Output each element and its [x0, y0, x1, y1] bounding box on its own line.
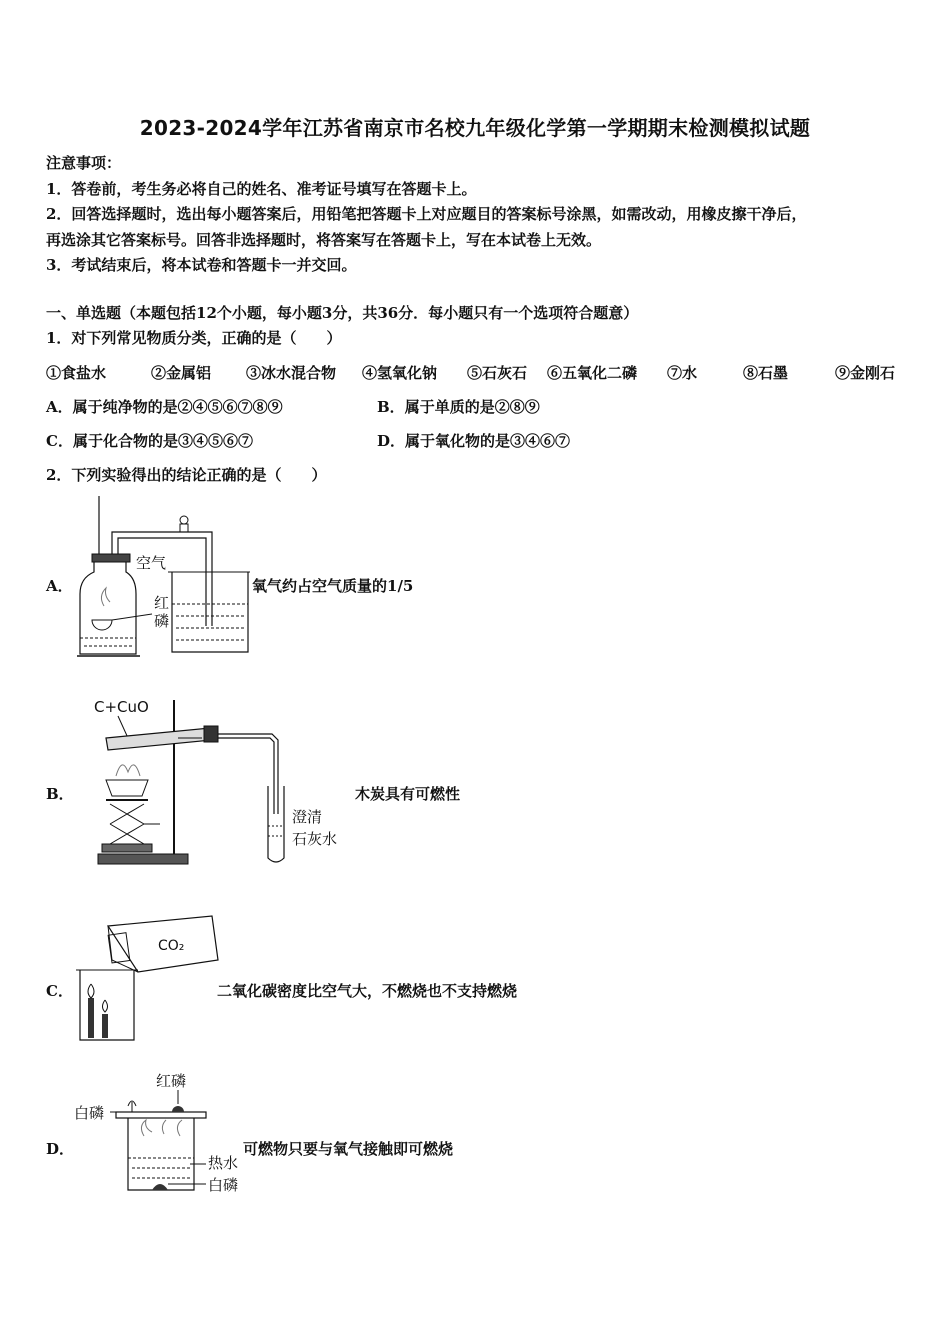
- notice-item-2: 2．回答选择题时，选出每小题答案后，用铅笔把答题卡上对应题目的答案标号涂黑，如需改动，用橡皮擦干净后，: [46, 205, 807, 223]
- notice-item-2-cont: 再选涂其它答案标号。回答非选择题时，将答案写在答题卡上，写在本试卷上无效。: [46, 231, 602, 249]
- q2-option-a-label[interactable]: A．: [46, 577, 73, 595]
- q1-option-b-label: B．: [377, 398, 405, 416]
- notice-item-1: 1．答卷前，考生务必将自己的姓名、准考证号填写在答题卡上。: [46, 180, 477, 198]
- q1-option-a[interactable]: [46, 396, 283, 417]
- q2-option-b-text: 木炭具有可燃性: [355, 785, 461, 803]
- q1-substance-2: ②金属铝: [151, 364, 212, 382]
- q2-option-d-label[interactable]: D．: [46, 1140, 75, 1158]
- q1-option-d-label: D．: [377, 432, 406, 450]
- q1-option-b[interactable]: [377, 396, 540, 417]
- label-red-1: 红: [154, 594, 170, 612]
- q1-option-a-label: A．: [46, 398, 73, 416]
- q1-option-c-text: 属于化合物的是③④⑤⑥⑦: [72, 432, 253, 450]
- q2-option-c-label[interactable]: C．: [46, 982, 73, 1000]
- figure-carbon-cuo-experiment: [92, 694, 354, 866]
- q1-option-d[interactable]: [377, 430, 570, 451]
- q1-option-a-text: 属于纯净物的是②④⑤⑥⑦⑧⑨: [72, 398, 283, 416]
- label-white-phosphorus-bottom: 白磷: [208, 1176, 239, 1194]
- label-limewater: 石灰水: [292, 830, 338, 848]
- label-hot-water: 热水: [208, 1154, 239, 1172]
- label-c-cuo: C+CuO: [94, 698, 149, 716]
- q2-stem: 2．下列实验得出的结论正确的是（ ）: [46, 466, 327, 484]
- figure-phosphorus-air-experiment: [72, 496, 252, 662]
- q1-option-c[interactable]: [46, 430, 253, 451]
- q1-substance-5: ⑤石灰石: [467, 364, 528, 382]
- co2-candle-apparatus: [72, 914, 222, 1044]
- label-red-2: 磷: [154, 612, 170, 630]
- q1-substance-6: ⑥五氧化二磷: [547, 364, 638, 382]
- q1-stem: 1．对下列常见物质分类，正确的是（ ）: [46, 329, 342, 347]
- label-white-phosphorus-top: 白磷: [74, 1104, 105, 1122]
- figure-co2-candles: [72, 914, 222, 1044]
- q1-substance-4: ④氢氧化钠: [362, 364, 438, 382]
- notice-heading: 注意事项：: [46, 154, 122, 172]
- label-clear: 澄清: [292, 808, 323, 826]
- q1-option-c-label: C．: [46, 432, 73, 450]
- label-red-phosphorus: 红磷: [156, 1072, 187, 1090]
- label-air: 空气: [136, 554, 167, 572]
- label-co2: CO₂: [158, 938, 185, 954]
- q1-substance-8: ⑧石墨: [743, 364, 789, 382]
- q2-option-c-text: 二氧化碳密度比空气大，不燃烧也不支持燃烧: [217, 982, 518, 1000]
- phosphorus-hot-water-apparatus: [72, 1066, 252, 1198]
- q1-option-b-text: 属于单质的是②⑧⑨: [404, 398, 540, 416]
- figure-phosphorus-combustion: [72, 1066, 252, 1198]
- section-heading: 一、单选题（本题包括12个小题，每小题3分，共36分．每小题只有一个选项符合题意）: [46, 304, 639, 322]
- q1-substance-7: ⑦水: [667, 364, 698, 382]
- q2-option-a-text: 氧气约占空气质量的1/5: [252, 577, 414, 595]
- carbon-reduction-apparatus: [92, 694, 354, 866]
- q1-substance-3: ③冰水混合物: [246, 364, 337, 382]
- q1-substance-1: ①食盐水: [46, 364, 107, 382]
- q2-option-d-text: 可燃物只要与氧气接触即可燃烧: [243, 1140, 454, 1158]
- q2-option-b-label[interactable]: B．: [46, 785, 74, 803]
- q1-substance-9: ⑨金刚石: [835, 364, 896, 382]
- q1-option-d-text: 属于氧化物的是③④⑥⑦: [405, 432, 571, 450]
- phosphorus-air-apparatus: [72, 496, 252, 662]
- page-title: 2023-2024学年江苏省南京市名校九年级化学第一学期期末检测模拟试题: [139, 116, 811, 140]
- notice-item-3: 3．考试结束后，将本试卷和答题卡一并交回。: [46, 256, 357, 274]
